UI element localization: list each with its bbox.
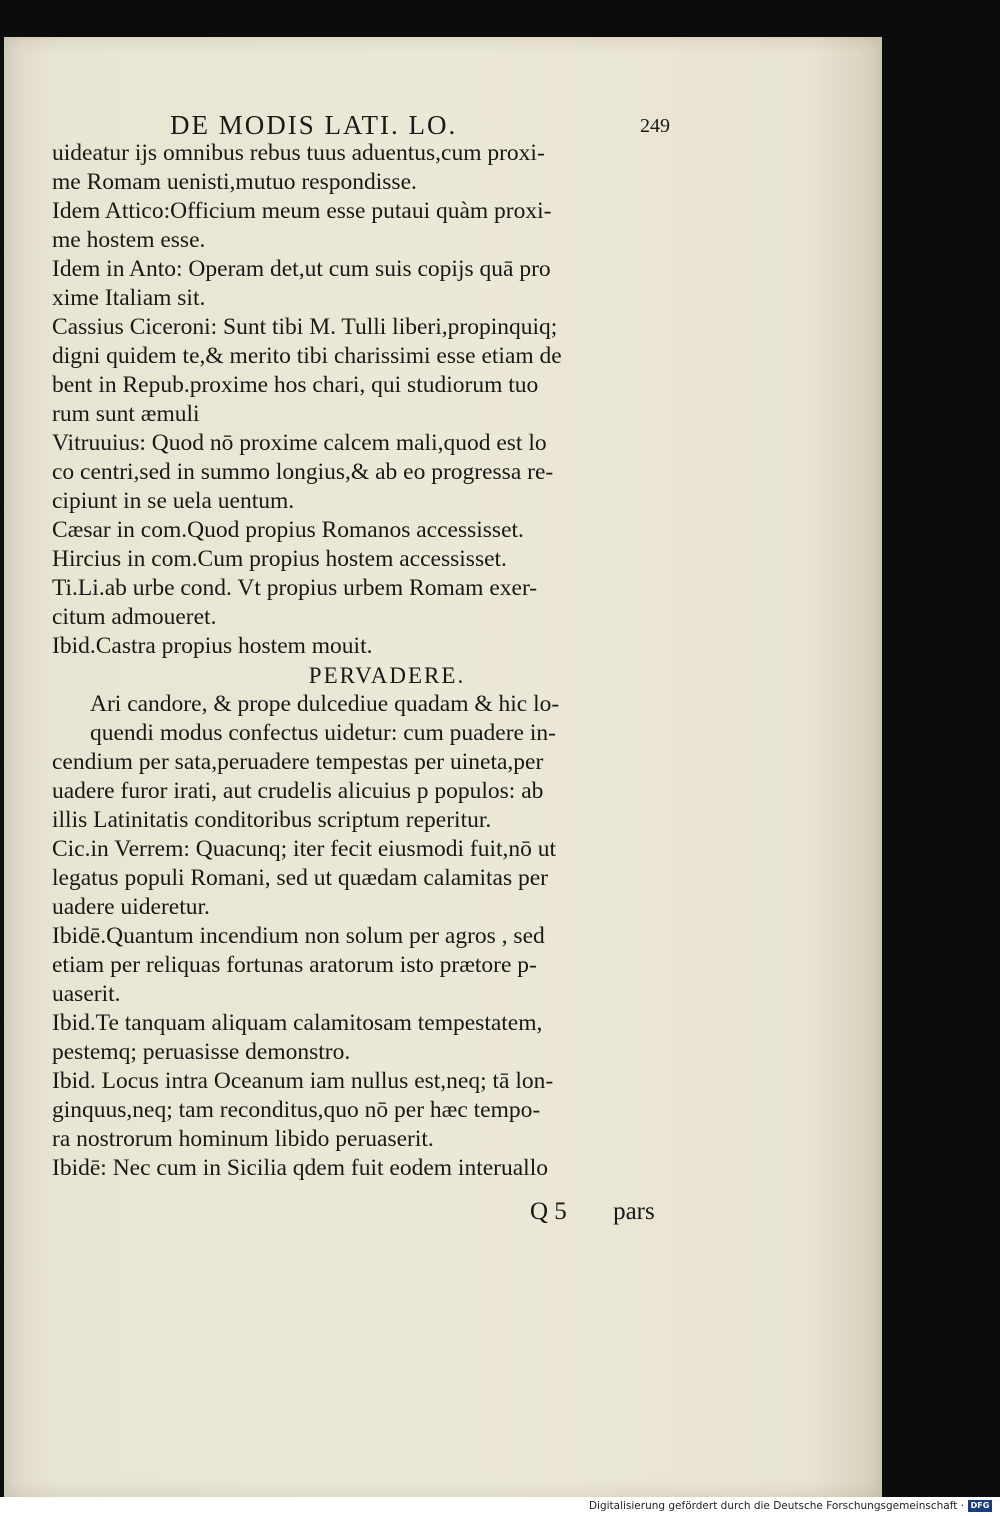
- text-line: me Romam uenisti,mutuo respondisse.: [52, 169, 417, 195]
- text-line: Ibid.Castra propius hostem mouit.: [52, 633, 373, 659]
- text-line: Vitruuius: Quod nō proxime calcem mali,quod est lo: [52, 430, 547, 456]
- page-number: 249: [640, 115, 670, 137]
- text-line: uadere furor irati, aut crudelis alicuius p populos: ab: [52, 778, 544, 804]
- text-line: legatus populi Romani, sed ut quædam calamitas per: [52, 865, 549, 891]
- running-head: DE MODIS LATI. LO.: [170, 110, 458, 140]
- text-line: pestemq; peruasisse demonstro.: [52, 1039, 351, 1065]
- text-line: quendi modus confectus uidetur: cum puadere in-: [90, 720, 556, 746]
- text-line: cipiunt in se uela uentum.: [52, 488, 295, 514]
- funding-credit: Digitalisierung gefördert durch die Deutsche Forschungsgemeinschaft ·: [588, 1500, 964, 1512]
- text-line: Ibid.Te tanquam aliquam calamitosam tempestatem,: [52, 1010, 543, 1036]
- text-line: uaserit.: [52, 981, 121, 1007]
- text-line: digni quidem te,& merito tibi charissimi esse etiam de: [52, 343, 562, 369]
- text-line: Ibidē: Nec cum in Sicilia qdem fuit eodem interuallo: [52, 1155, 548, 1181]
- text-line: Ibidē.Quantum incendium non solum per agros , sed: [52, 923, 545, 949]
- text-line: citum admoueret.: [52, 604, 217, 630]
- text-line: cendium per sata,peruadere tempestas per uineta,per: [52, 749, 544, 775]
- text-line: Idem in Anto: Operam det,ut cum suis copijs quā pro: [52, 256, 551, 282]
- text-line: Cic.in Verrem: Quacunq; iter fecit eiusmodi fuit,nō ut: [52, 836, 557, 862]
- section-heading: PERVADERE.: [308, 663, 466, 688]
- text-line: illis Latinitatis conditoribus scriptum reperitur.: [52, 807, 492, 833]
- text-line: Ari candore, & prope dulcediue quadam & hic lo-: [90, 691, 560, 717]
- text-line: bent in Repub.proxime hos chari, qui studiorum tuo: [52, 372, 539, 398]
- text-line: Idem Attico:Officium meum esse putaui quàm proxi-: [52, 198, 552, 224]
- text-line: Hircius in com.Cum propius hostem accessisset.: [52, 546, 507, 572]
- text-line: Ibid. Locus intra Oceanum iam nullus est,neq; tā lon-: [52, 1068, 554, 1094]
- text-line: me hostem esse.: [52, 227, 206, 253]
- text-line: uadere uideretur.: [52, 894, 210, 920]
- text-line: Cassius Ciceroni: Sunt tibi M. Tulli liberi,propinquiq;: [52, 314, 558, 340]
- text-line: etiam per reliquas fortunas aratorum isto prætore p-: [52, 952, 537, 978]
- catchword: pars: [613, 1198, 655, 1225]
- text-line: co centri,sed in summo longius,& ab eo progressa re-: [52, 459, 554, 485]
- text-line: ginquus,neq; tam reconditus,quo nō per hæc tempo-: [52, 1097, 541, 1123]
- text-block: [52, 139, 692, 1183]
- text-line: uideatur ijs omnibus rebus tuus aduentus,cum proxi-: [52, 140, 545, 166]
- text-line: Cæsar in com.Quod propius Romanos accessisset.: [52, 517, 524, 543]
- text-line: xime Italiam sit.: [52, 285, 206, 311]
- catchword-row: [530, 1198, 655, 1226]
- signature-mark: Q 5: [530, 1198, 567, 1225]
- text-line: ra nostrorum hominum libido peruaserit.: [52, 1126, 434, 1152]
- dfg-logo: DFG: [968, 1500, 992, 1512]
- text-line: Ti.Li.ab urbe cond. Vt propius urbem Romam exer-: [52, 575, 538, 601]
- text-line: rum sunt æmuli: [52, 401, 200, 427]
